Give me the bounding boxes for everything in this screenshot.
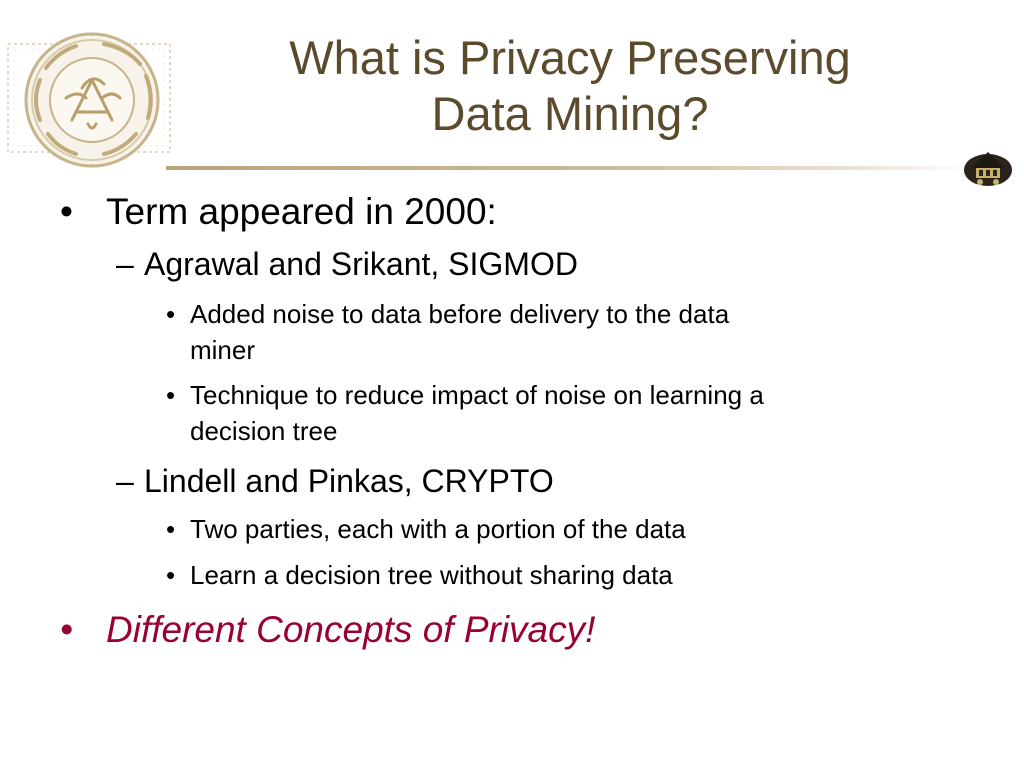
bullet-marker: •	[166, 514, 176, 544]
bullet-marker: •	[60, 609, 73, 650]
bullet-marker: •	[166, 560, 176, 590]
bullet-text-line-1: Technique to reduce impact of noise on learning a	[190, 380, 764, 410]
bullet-text: Lindell and Pinkas, CRYPTO	[144, 463, 554, 499]
title-line-1: What is Privacy Preserving	[289, 31, 851, 84]
title-line-2: Data Mining?	[431, 87, 709, 140]
bullet-text-line-2: decision tree	[190, 416, 338, 446]
bullet-text: Agrawal and Srikant, SIGMOD	[144, 246, 578, 282]
dash-marker: –	[116, 463, 134, 499]
bullet-text-emphasis: Different Concepts of Privacy!	[106, 609, 596, 650]
bullet-text: Two parties, each with a portion of the data	[190, 514, 686, 544]
bullet-text-line-2: miner	[190, 335, 256, 365]
dash-marker: –	[116, 246, 134, 282]
bullet-text: Term appeared in 2000:	[106, 191, 497, 232]
bullet-marker: •	[166, 380, 176, 410]
bullet-marker: •	[60, 191, 73, 232]
bullet-text-line-1: Added noise to data before delivery to the data	[190, 299, 730, 329]
bullet-text: Learn a decision tree without sharing data	[190, 560, 673, 590]
bullet-marker: •	[166, 299, 176, 329]
